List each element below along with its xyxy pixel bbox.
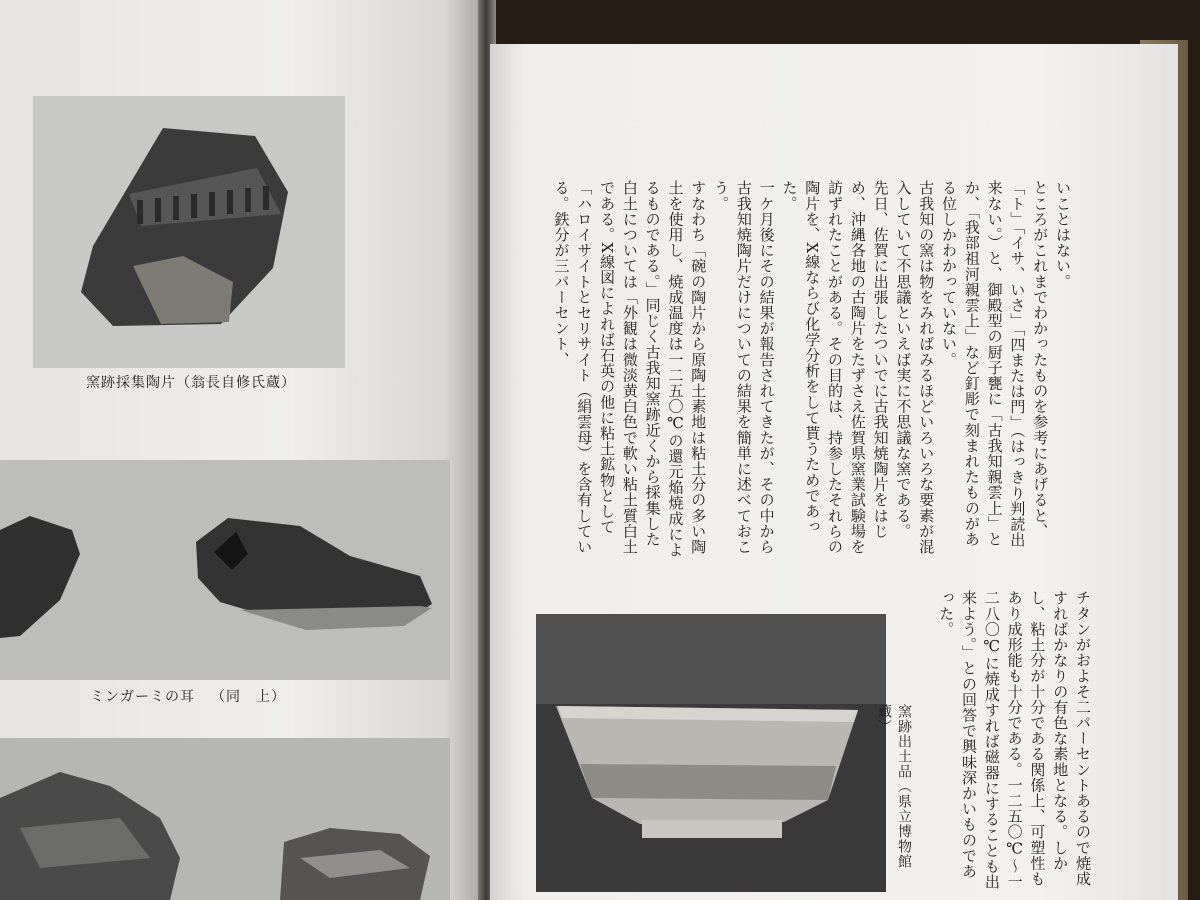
- left-page: [0, 0, 482, 900]
- photo-caption-2: [90, 686, 286, 706]
- pottery-fragments-photo: [0, 738, 450, 900]
- photo-caption-2-note: （同 上）: [211, 689, 286, 705]
- kiln-shard-photo: [33, 96, 345, 368]
- excavated-bowl-photo: [536, 614, 886, 892]
- photo-caption-1: 窯跡採集陶片（翁長自修氏蔵）: [86, 375, 296, 391]
- article-body-lower: チタンがおよそ二パーセントあるので焼成すればかなりの有色な素地となる。しかし、粘土分が十分である関係上、可塑性もあり成形能も十分である。一二五〇℃〜一二八〇℃に焼成すれば磁器にすることも出来よう。」との回答で興味深かいものであった。: [937, 590, 1092, 890]
- mingami-ear-photo: [0, 460, 450, 680]
- bowl-photo-caption: 窯跡出土品（県立博物館蔵）: [876, 704, 912, 869]
- photo-caption-2-title: ミンガーミの耳: [90, 689, 195, 705]
- article-body-main: いことはない。 ところがこれまでわかったものを参考にあげると、「ト」「イサ、いさ」「四または門」（はっきり判読出来ない。）と、御殿型の厨子甕に「古我知親雲上」とか、「我部祖河親雲上」など釘彫で刻まれたものがある位しかわかっていない。 古我知の窯は物をみればみるほどいろいろな要素が混入していて不思議といえば実に不思議な窯である。 先日、佐賀に出張したついでに古我知焼陶片をはじめ、沖縄各地の古陶片をたずさえ佐賀県窯業試験場を訪ずれたことがある。その目的は、持参したそれらの陶片を、X線ならび化学分析をして貰うためであった。 一ケ月後にその結果が報告されてきたが、その中から古我知焼陶片だけについての結果を簡単に述べておこう。 すなわち「碗の陶片から原陶土素地は粘土分の多い陶土を使用し、焼成温度は一二五〇℃の還元焔焼成によるものである。」同じく古我知窯跡近くから採集した白土については「外観は微淡黄白色で軟い粘土質白土である。X線図によれば石英の他に粘土鉱物として「ハロイサイトとセリサイト（絹雲母）を含有している。鉄分が三パーセント、: [552, 180, 1072, 558]
